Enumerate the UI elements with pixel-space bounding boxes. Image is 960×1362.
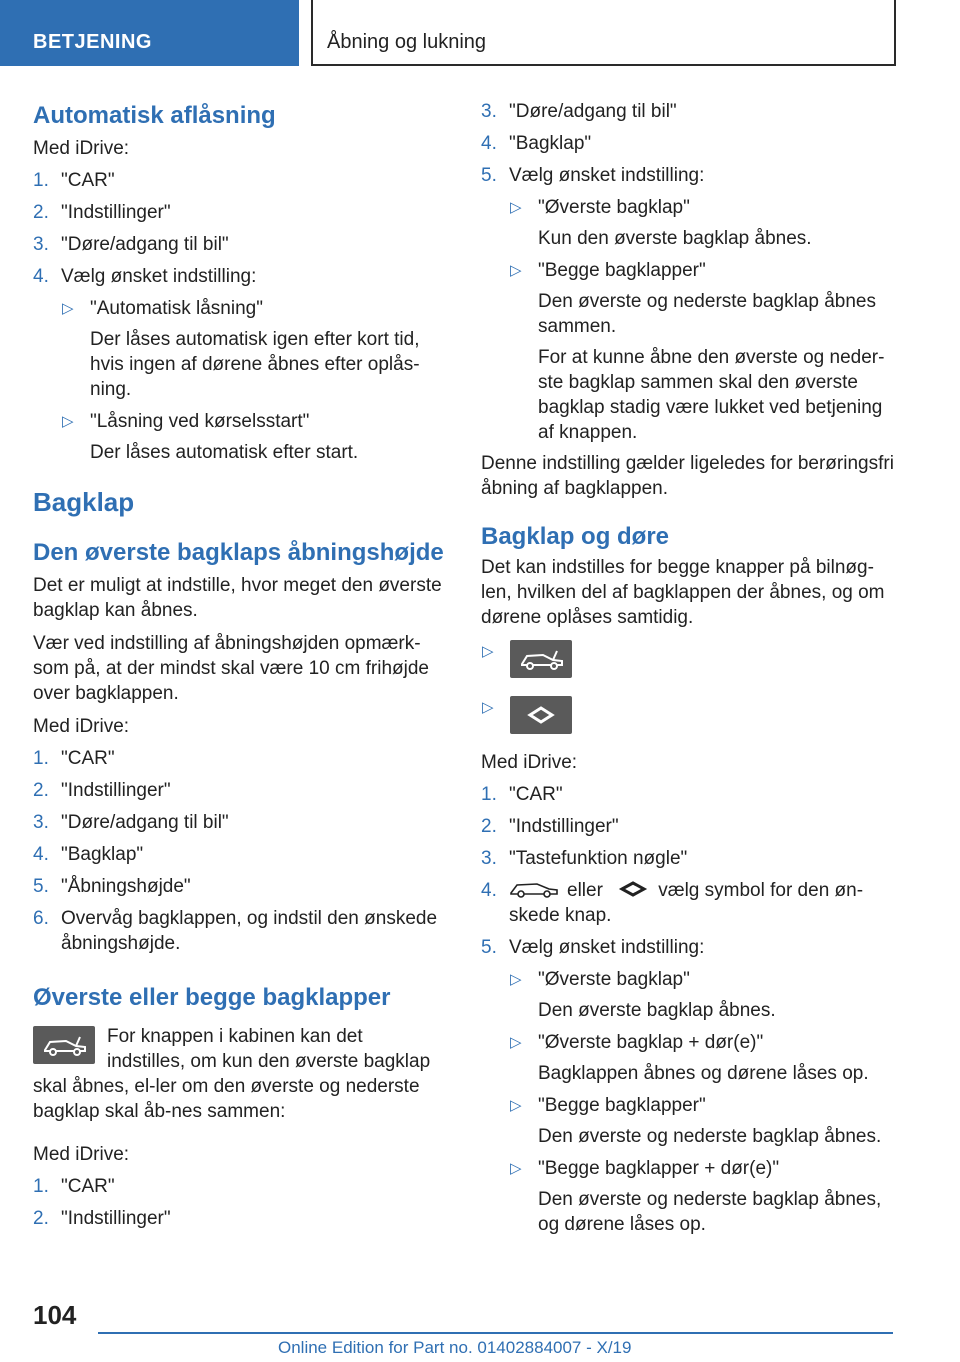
list-item: 4. Vælg ønsket indstilling: ▷ "Automatisk låsning" Der låses automatisk igen efter kort tid, hvis ingen af dørene åbnes efter oplås-ning. ▷ "Låsning ved kørselsstart" Der låses automatisk efter start. — [33, 264, 445, 465]
footer-divider — [98, 1332, 893, 1334]
option-item: ▷ "Øverste bagklap" Kun den øverste bagklap åbnes. — [510, 197, 812, 249]
option-item: ▷ "Låsning ved kørselsstart" Der låses automatisk efter start. — [62, 411, 359, 463]
option-item: ▷ "Begge bagklapper + dør(e)" Den øverste og nederste bagklap åbnes, og dørene låses op. — [510, 1158, 882, 1235]
list-item: 1. "CAR" — [33, 170, 115, 191]
diamond-key-icon — [510, 696, 572, 734]
upper-or-both-text: For knappen i kabinen kan det indstilles, om kun den øverste bagklap skal åbnes, el-ler om den øverste og nederste bagklap skal åb-nes sammen: — [33, 1026, 431, 1122]
upper-or-both-options — [509, 195, 897, 445]
touchless-note: Denne indstilling gælder ligeledes for berøringsfri åbning af bagklappen. — [481, 453, 894, 499]
upper-or-both-steps-cont — [481, 99, 897, 445]
edition-text: Online Edition for Part no. 01402884007 - X/19 — [278, 1338, 632, 1357]
list-item: 2. "Indstillinger" — [33, 1208, 171, 1229]
triangle-bullet-icon: ▷ — [510, 971, 522, 988]
list-item: 3. "Døre/adgang til bil" — [33, 812, 229, 833]
doors-icon-row-2 — [481, 696, 897, 736]
doors-steps — [481, 782, 897, 1237]
list-item: 1. "CAR" — [481, 784, 563, 805]
auto-lock-steps — [33, 168, 445, 465]
opening-height-para2: Vær ved indstilling af åbningshøjden opmærk-som på, at der mindst skal være 10 cm frihøjde over bagklappen. — [33, 633, 429, 704]
list-item: 1. "CAR" — [33, 1176, 115, 1197]
triangle-bullet-icon: ▷ — [510, 262, 522, 279]
auto-lock-heading: Automatisk aflåsning — [33, 102, 276, 129]
list-item: 3. "Tastefunktion nøgle" — [481, 848, 688, 869]
doors-icon-row-1 — [481, 640, 897, 680]
triangle-bullet-icon: ▷ — [482, 643, 494, 660]
diamond-icon — [616, 879, 650, 899]
opening-height-steps — [33, 746, 445, 956]
triangle-bullet-icon: ▷ — [62, 413, 74, 430]
page-number: 104 — [33, 1300, 77, 1330]
list-item: 3. "Døre/adgang til bil" — [33, 234, 229, 255]
list-item: 5. "Åbningshøjde" — [33, 876, 191, 897]
list-item: 2. "Indstillinger" — [481, 816, 619, 837]
upper-or-both-intro: Med iDrive: — [33, 1144, 130, 1165]
option-item: ▷ "Begge bagklapper" Den øverste og nederste bagklap åbnes. — [510, 1095, 882, 1147]
upper-or-both-body — [33, 1024, 445, 1124]
triangle-bullet-icon: ▷ — [510, 1097, 522, 1114]
list-item: 4. "Bagklap" — [33, 844, 144, 865]
list-item: 5. Vælg ønsket indstilling: ▷ "Øverste bagklap" Den øverste bagklap åbnes. ▷ "Øverste bagklap + dør(e)" Bagklappen åbnes og dørene låses op. ▷ "Begge bagklapper" Den øverste og nederste bagklap åbnes. ▷ "Begge bagklapper + dør(e)" Den øverste og nederste bagklap åbnes, og dørene låses op. — [481, 935, 897, 1237]
doors-text: Det kan indstilles for begge knapper på bilnøg-len, hvilken del af bagklappen der åbnes, og om dørene oplåses samtidig. — [481, 557, 885, 628]
doors-options — [509, 967, 897, 1237]
doors-heading: Bagklap og døre — [481, 523, 670, 550]
chapter-title: Åbning og lukning — [327, 31, 487, 53]
triangle-bullet-icon: ▷ — [482, 699, 494, 716]
right-column — [481, 99, 897, 1237]
section-title: BETJENING — [33, 31, 152, 53]
bagklap-heading: Bagklap — [33, 487, 135, 517]
opening-height-para1: Det er muligt at indstille, hvor meget den øverste bagklap kan åbnes. — [33, 575, 442, 621]
opening-height-intro: Med iDrive: — [33, 716, 130, 737]
triangle-bullet-icon: ▷ — [62, 300, 74, 317]
option-item: ▷ "Begge bagklapper" Den øverste og nederste bagklap åbnes sammen. For at kunne åbne den øverste og neder-ste bagklap sammen skal den øverste bagklap stadig være lukket ved betjening af knappen. — [510, 260, 885, 443]
opening-height-heading: Den øverste bagklaps åbningshøjde — [33, 539, 444, 566]
auto-lock-options — [61, 296, 445, 465]
list-item: 6. Overvåg bagklappen, og indstil den ønskede åbningshøjde. — [33, 908, 438, 954]
car-tailgate-icon — [510, 640, 572, 678]
car-outline-icon — [509, 879, 559, 899]
list-item: 2. "Indstillinger" — [33, 202, 171, 223]
car-tailgate-icon — [33, 1026, 95, 1064]
list-item: 5. Vælg ønsket indstilling: ▷ "Øverste bagklap" Kun den øverste bagklap åbnes. ▷ "Begge bagklapper" Den øverste og nederste bagklap åbnes sammen. For at kunne åbne den øverste og neder-ste bagklap sammen skal den øverste bagklap stadig være lukket ved betjening af knappen. — [481, 163, 897, 445]
auto-lock-intro: Med iDrive: — [33, 138, 130, 159]
left-column — [33, 100, 445, 1231]
section-tab — [0, 0, 299, 66]
triangle-bullet-icon: ▷ — [510, 1034, 522, 1051]
triangle-bullet-icon: ▷ — [510, 199, 522, 216]
chapter-header — [311, 0, 896, 66]
option-item: ▷ "Øverste bagklap" Den øverste bagklap åbnes. — [510, 969, 776, 1021]
list-item: 2. "Indstillinger" — [33, 780, 171, 801]
list-item: 4. "Bagklap" — [481, 133, 592, 154]
upper-or-both-heading: Øverste eller begge bagklapper — [33, 984, 391, 1011]
list-item: 1. "CAR" — [33, 748, 115, 769]
doors-intro: Med iDrive: — [481, 752, 578, 773]
option-item: ▷ "Øverste bagklap + dør(e)" Bagklappen åbnes og dørene låses op. — [510, 1032, 869, 1084]
list-item: 3. "Døre/adgang til bil" — [481, 101, 677, 122]
option-item: ▷ "Automatisk låsning" Der låses automatisk igen efter kort tid, hvis ingen af dørene åbnes efter oplås-ning. — [62, 298, 420, 400]
list-item: 4. eller vælg symbol for den øn-skede knap. — [481, 880, 864, 926]
triangle-bullet-icon: ▷ — [510, 1160, 522, 1177]
upper-or-both-steps — [33, 1174, 445, 1231]
